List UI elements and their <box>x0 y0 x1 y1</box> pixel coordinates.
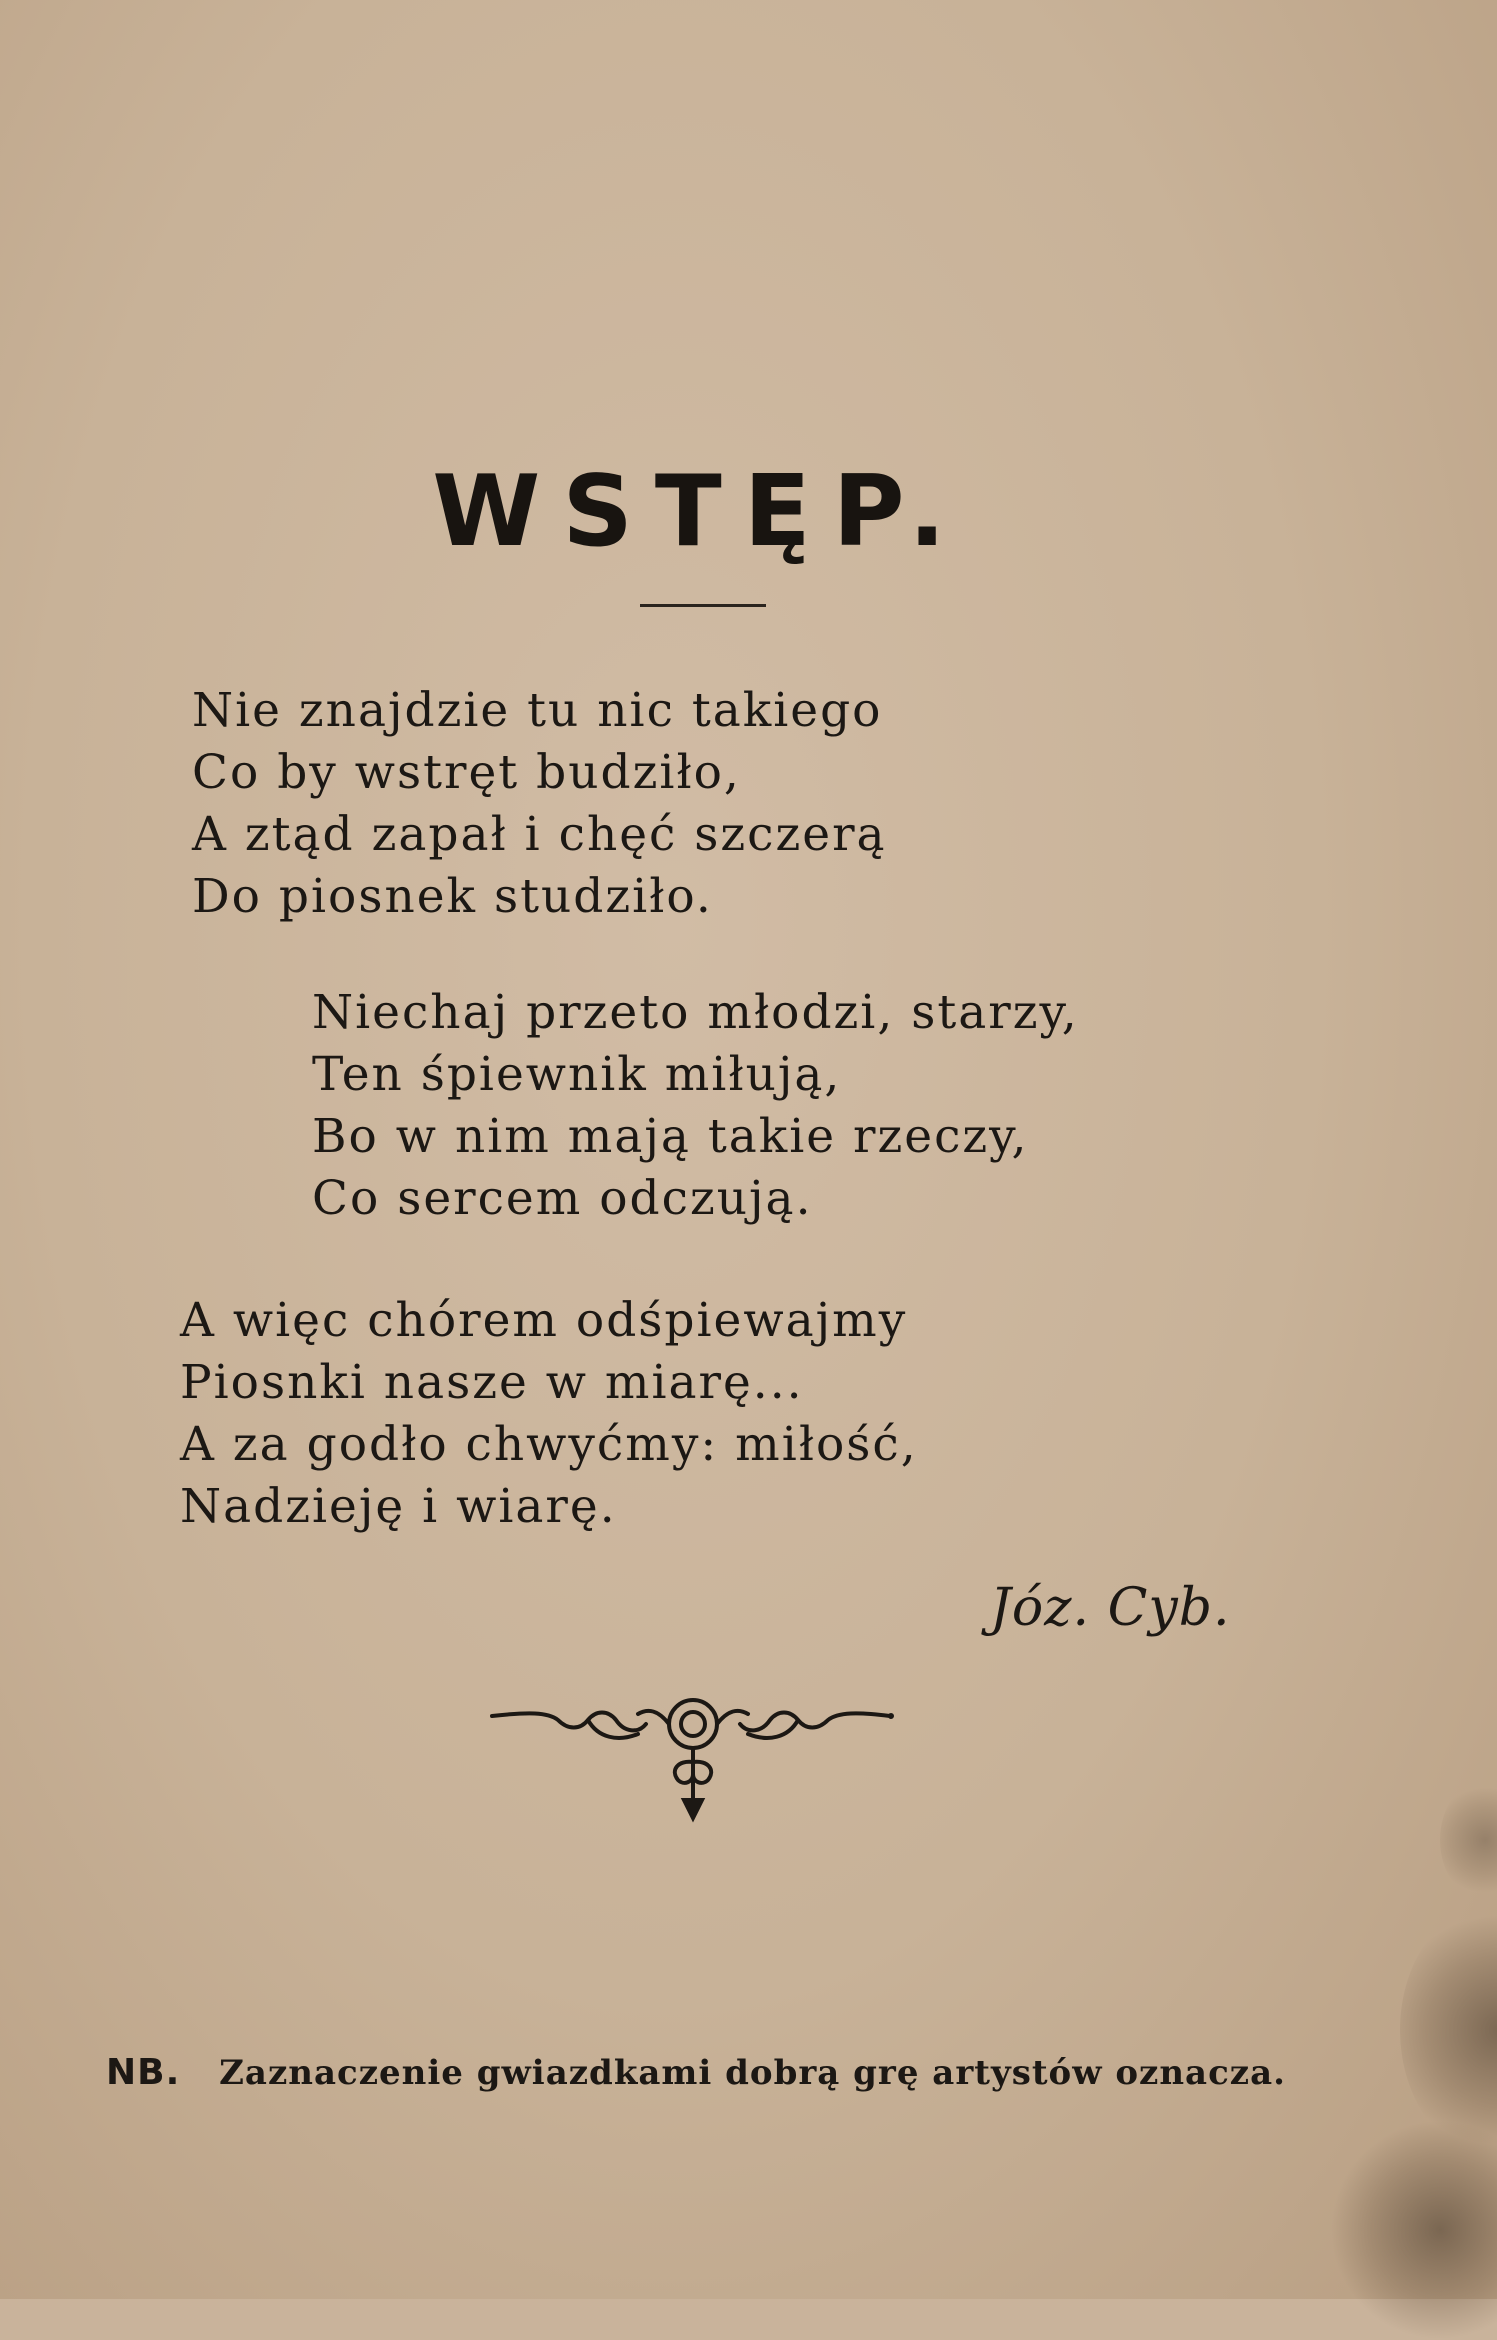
verse-line: Co by wstręt budziło, <box>192 745 741 800</box>
verse-line: A za godło chwyćmy: miłość, <box>180 1417 918 1472</box>
verse-line: Nadzieję i wiarę. <box>180 1479 617 1534</box>
verse-line: A więc chórem odśpiewajmy <box>180 1293 908 1348</box>
footnote-label: NB. <box>106 2052 181 2093</box>
page-title: WSTĘP. <box>432 455 968 569</box>
author-signature: Józ. Cyb. <box>990 1578 1231 1638</box>
verse-line: Niechaj przeto młodzi, starzy, <box>312 985 1079 1040</box>
verse-line: Piosnki nasze w miarę... <box>180 1355 804 1410</box>
footnote-text: Zaznaczenie gwiazdkami dobrą grę artystów oznacza. <box>219 2053 1286 2093</box>
title-rule <box>640 604 766 607</box>
stanza-1 <box>192 680 887 928</box>
verse-line: Ten śpiewnik miłują, <box>312 1047 842 1102</box>
verse-line: Co sercem odczują. <box>312 1171 813 1226</box>
verse-line: A ztąd zapał i chęć szczerą <box>192 807 887 862</box>
verse-line: Nie znajdzie tu nic takiego <box>192 683 883 738</box>
paper-stain <box>1330 2120 1497 2340</box>
stanza-3 <box>180 1290 918 1538</box>
floral-ornament-icon <box>488 1690 898 1830</box>
verse-line: Do piosnek studziło. <box>192 869 713 924</box>
paper-stain <box>1440 1780 1497 1900</box>
stanza-2 <box>312 982 1079 1230</box>
verse-line: Bo w nim mają takie rzeczy, <box>312 1109 1029 1164</box>
footnote <box>106 2052 1286 2093</box>
